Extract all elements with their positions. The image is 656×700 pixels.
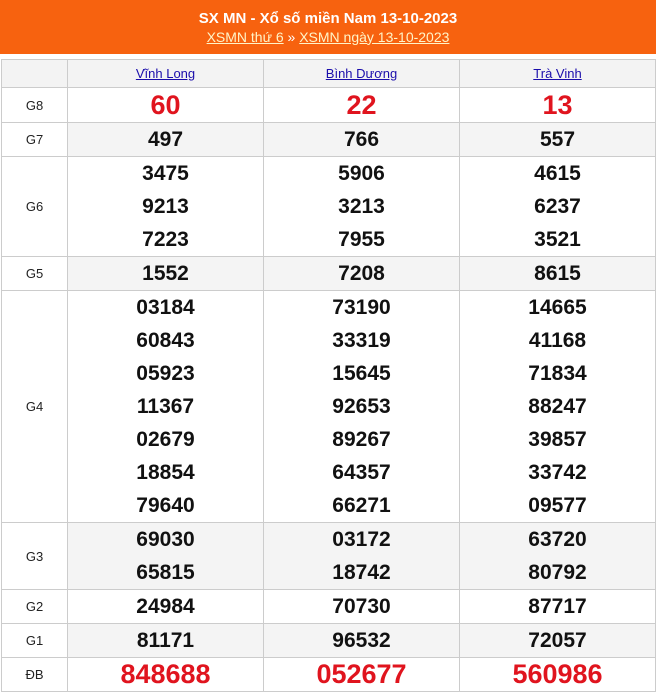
link-xsmn-thu-6[interactable]: XSMN thứ 6 (206, 28, 284, 45)
prize-cell (264, 658, 460, 692)
prize-number: 8615 (534, 262, 581, 285)
prize-number: 7955 (338, 228, 385, 251)
prize-cell (460, 257, 656, 291)
prize-number: 33319 (332, 329, 391, 352)
prize-cell (68, 157, 264, 257)
prize-label: G2 (2, 590, 68, 624)
prize-row-g5 (2, 257, 656, 291)
prize-number: 3475 (142, 162, 189, 185)
prize-cell (264, 624, 460, 658)
prize-number: 18854 (136, 461, 195, 484)
prize-number: 73190 (332, 296, 391, 319)
prize-number: 87717 (528, 595, 587, 618)
prize-number: 22 (346, 89, 377, 120)
prize-rows (2, 88, 656, 692)
prize-number: 66271 (332, 494, 391, 517)
prize-cell (460, 658, 656, 692)
prize-number: 848688 (120, 659, 211, 689)
prize-label: G4 (2, 291, 68, 523)
prize-cell (264, 291, 460, 523)
prize-cell (460, 590, 656, 624)
prize-number: 96532 (332, 629, 391, 652)
prize-number: 79640 (136, 494, 195, 517)
prize-cell (264, 123, 460, 157)
prize-number: 33742 (528, 461, 587, 484)
header-province (460, 60, 656, 88)
prize-number: 11367 (136, 395, 195, 418)
header-province (68, 60, 264, 88)
prize-number: 69030 (136, 528, 195, 551)
prize-number: 052677 (316, 659, 407, 689)
prize-number: 15645 (332, 362, 391, 385)
prize-number: 03184 (136, 296, 195, 319)
prize-number: 3521 (534, 228, 581, 251)
page-title: SX MN - Xổ số miền Nam 13-10-2023 (198, 9, 458, 27)
prize-number: 1552 (142, 262, 189, 285)
prize-number: 3213 (338, 195, 385, 218)
prize-number: 18742 (332, 561, 391, 584)
prize-number: 05923 (136, 362, 195, 385)
prize-number: 41168 (528, 329, 587, 352)
prize-number: 7208 (338, 262, 385, 285)
prize-number: 71834 (528, 362, 587, 385)
prize-cell (68, 624, 264, 658)
prize-row-g7 (2, 123, 656, 157)
header-empty-cell (2, 60, 68, 88)
breadcrumb-separator: » (287, 28, 296, 45)
prize-number: 13 (542, 89, 573, 120)
province-link-tra-vinh[interactable]: Trà Vinh (533, 65, 582, 81)
prize-cell (68, 291, 264, 523)
prize-cell (264, 157, 460, 257)
prize-row-g6 (2, 157, 656, 257)
prize-number: 80792 (528, 561, 587, 584)
prize-number: 766 (343, 128, 380, 151)
prize-number: 65815 (136, 561, 195, 584)
prize-row-g4 (2, 291, 656, 523)
prize-number: 89267 (332, 428, 391, 451)
prize-number: 6237 (534, 195, 581, 218)
prize-cell (264, 257, 460, 291)
prize-number: 09577 (528, 494, 587, 517)
prize-number: 60 (150, 89, 181, 120)
prize-cell (68, 590, 264, 624)
link-xsmn-ngay[interactable]: XSMN ngày 13-10-2023 (299, 28, 450, 45)
prize-cell (68, 257, 264, 291)
prize-cell (68, 658, 264, 692)
prize-number: 14665 (528, 296, 587, 319)
prize-label: ĐB (2, 658, 68, 692)
page-header (0, 0, 656, 54)
prize-cell (68, 523, 264, 590)
prize-number: 560986 (512, 659, 603, 689)
results-table (1, 59, 656, 692)
prize-number: 63720 (528, 528, 587, 551)
prize-cell (460, 123, 656, 157)
prize-number: 9213 (142, 195, 189, 218)
prize-cell (68, 123, 264, 157)
header-province (264, 60, 460, 88)
prize-number: 60843 (136, 329, 195, 352)
prize-number: 02679 (136, 428, 195, 451)
prize-cell (68, 88, 264, 123)
prize-cell (460, 88, 656, 123)
prize-number: 557 (539, 128, 576, 151)
prize-number: 4615 (534, 162, 581, 185)
prize-number: 70730 (332, 595, 391, 618)
province-link-binh-duong[interactable]: Bình Dương (325, 65, 398, 81)
prize-cell (460, 624, 656, 658)
prize-label: G5 (2, 257, 68, 291)
prize-row-g3 (2, 523, 656, 590)
prize-label: G1 (2, 624, 68, 658)
prize-row-đb (2, 658, 656, 692)
prize-label: G3 (2, 523, 68, 590)
prize-number: 88247 (528, 395, 587, 418)
prize-number: 03172 (332, 528, 391, 551)
prize-row-g8 (2, 88, 656, 123)
prize-row-g2 (2, 590, 656, 624)
prize-cell (460, 157, 656, 257)
prize-number: 24984 (136, 595, 195, 618)
prize-cell (264, 523, 460, 590)
table-header-row (2, 60, 656, 88)
prize-number: 497 (147, 128, 184, 151)
prize-number: 7223 (142, 228, 189, 251)
prize-number: 92653 (332, 395, 391, 418)
province-link-vinh-long[interactable]: Vĩnh Long (135, 65, 196, 81)
prize-row-g1 (2, 624, 656, 658)
prize-label: G8 (2, 88, 68, 123)
prize-number: 72057 (528, 629, 587, 652)
breadcrumb (207, 28, 450, 46)
prize-label: G7 (2, 123, 68, 157)
prize-cell (264, 590, 460, 624)
prize-number: 64357 (332, 461, 391, 484)
prize-cell (460, 291, 656, 523)
prize-cell (460, 523, 656, 590)
prize-number: 5906 (338, 162, 385, 185)
prize-cell (264, 88, 460, 123)
prize-number: 81171 (136, 629, 195, 652)
prize-label: G6 (2, 157, 68, 257)
prize-number: 39857 (528, 428, 587, 451)
